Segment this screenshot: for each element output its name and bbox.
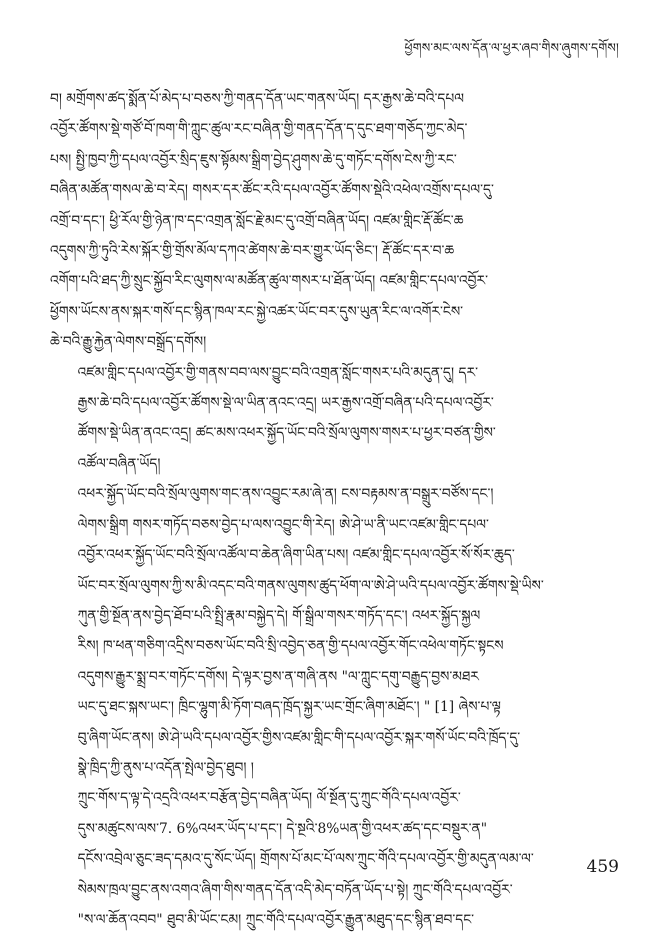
text-line: དངོས་འབྲེལ་ཅུང་ཟད་དམའ་དུ་སོང་ཡོད། གྲོགས་པོ་མང་པོ་ལས་ཀྲུང་གོའི་དཔལ་འབྱོར་གྱི་མདུན་ལམ་ལ་ bbox=[77, 851, 534, 868]
text-line: སྣེ་ཁྲིད་ཀྱི་ནུས་པ་འདོན་སྤེལ་བྱེད་ཐུབ། ། bbox=[77, 759, 254, 776]
text-line: སེམས་ཁྲལ་བྱུང་ནས་འགའ་ཞིག་གིས་གནད་དོན་འདི་མེད་བཏོན་ཡོད་པ་སྟེ། ཀྲུང་གོའི་དཔལ་འབྱོར་ bbox=[77, 881, 513, 898]
text-line: འཕར་སྐྱོད་ཡོང་བའི་སྲོལ་ལུགས་གང་ནས་འབྱུང་རམ་ཞེ་ན། ངས་བརྟམས་ན་བསྒྲུར་བཙོས་དང་། bbox=[77, 486, 494, 503]
text-line: ཚོགས་སྡེ་ཡིན་ནའང་འདྲ། ཚང་མས་འཕར་སྐྱོད་ཡོང་བའི་སྲོལ་ལུགས་གསར་པ་ཕྱར་བཙན་གྱིས་ bbox=[77, 425, 496, 442]
text-line: བཞིན་མཚོན་གསལ་ཆེ་བ་རེད། གསར་དར་ཚོང་རའི་དཔལ་འབྱོར་ཚོགས་སྡེའི་འཕེལ་འགྲོས་དཔལ་དུ་ bbox=[50, 182, 494, 199]
paragraph bbox=[50, 783, 622, 935]
paragraph bbox=[50, 358, 622, 480]
text-line: ཡོང་བར་སྲོལ་ལུགས་ཀྱི་ས་མི་འདང་བའི་གནས་ལུགས་ཚུད་ཕོག་ལ་ཨེ་ཤེ་ཡའི་དཔལ་འབྱོར་ཚོགས་སྡེ་ཡིས་ bbox=[77, 577, 544, 594]
text-line: འཚོལ་བཞིན་ཡོད། bbox=[77, 455, 161, 472]
text-line: དུས་མཚུངས་ལས་7. 6%འཕར་ཡོད་པ་དང་། དེ་སྔའི་8%ཡན་གྱི་འཕར་ཚད་དང་བསྡུར་ན" bbox=[77, 820, 488, 837]
text-line: ཀུན་གྱི་སྔོན་ནས་བྱེད་ཐོབ་པའི་སྤྲི་རྣམ་བསྐྱེད་དེ། གོ་སྒྲིལ་གསར་གཏོད་དང་། འཕར་སྐྱོད་སྐྱལ bbox=[77, 607, 481, 624]
text-line: འདུགས་ཀྱི་ཏུའི་རེས་སྐོར་གྱི་གྲོས་མོལ་དཀའ་ཚེགས་ཆེ་བར་གྱུར་ཡོད་ཅིང་། རྡོ་ཚོང་དར་བ་ཆ bbox=[50, 243, 455, 260]
text-line: ཡང་དུ་ཐང་སྐས་ཡང་། ཁྲིང་ལྷུག་མི་ཏོག་བཞད་ཁྲོད་སྐྱར་ཡང་གྲོང་ཞིག་མཐོང་། " [1] ཞེས་པ་ལྟ bbox=[77, 699, 501, 716]
text-line: ཆེ་བའི་རྒྱུ་རྐྱེན་ལེགས་བསྒྲོད་དགོས། bbox=[50, 334, 207, 351]
text-line: འབྱོར་ཚོགས་སྡེ་གཙོ་བོ་ཁག་གི་ཀླུང་ཚུལ་རང་བཞིན་གྱི་གནད་དོན་ད་དུང་ཐག་གཅོད་ཀྱང་མེད་ bbox=[50, 121, 468, 138]
text-line: པས། སྤྱི་ཁྱབ་ཀྱི་དཔལ་འབྱོར་སྲིད་ཇུས་སྟོམས་སྒྲིག་བྱེད་ཤུགས་ཆེ་དུ་གཏོང་དགོས་ངེས་ཀྱི་རང་ bbox=[50, 151, 457, 168]
body-text bbox=[50, 84, 622, 935]
paragraph bbox=[50, 84, 622, 358]
text-line: བ། མགྲོགས་ཚད་སྨོན་པོ་མེད་པ་བཅས་ཀྱི་གནད་དོན་ཡང་གནས་ཡོད། དར་རྒྱས་ཆེ་བའི་དཔལ bbox=[50, 91, 464, 107]
text-line: འགྲོ་བ་དང་། ཕྱི་རོལ་གྱི་ཉེན་ཁ་དང་འགྲན་སློང་རྗེ་མང་དུ་འགྲོ་བཞིན་ཡོད། འཛམ་གླིང་རྡོ་ཚོང་ཆ bbox=[50, 212, 464, 229]
paragraph bbox=[50, 479, 622, 783]
text-line: ཕྱོགས་ཡོངས་ནས་སྐར་གསོ་དང་སྙིན་ཁལ་རང་སྐྱེ་འཚར་ཡོང་བར་དུས་ཡུན་རིང་ལ་འགོར་ངེས་ bbox=[50, 303, 464, 320]
text-line: བུ་ཞིག་ཡོང་ནས། ཨེ་ཤེ་ཡའི་དཔལ་འབྱོར་གྱིས་འཛམ་གླིང་གི་དཔལ་འབྱོར་སྐར་གསོ་ཡོང་བའི་ཁྲོད་དུ་ bbox=[77, 729, 521, 746]
text-line: འགོག་པའི་ཐད་ཀྱི་སྲུང་སྐྱོབ་རིང་ལུགས་ལ་མཚོན་ཚུལ་གསར་པ་ཐོན་ཡོད། འཛམ་གླིང་དཔལ་འབྱོར་ bbox=[50, 273, 488, 290]
text-line: ཀྲུང་གོས་ད་ལྟ་དེ་འདྲའི་འཕར་བརྩོན་བྱེད་བཞིན་ཡོད། ལོ་སྔོན་དུ་ཀྲུང་གོའི་དཔལ་འབྱོར་ bbox=[77, 790, 461, 807]
text-line: "ས་ལ་ཆོན་འབབ" ཐུབ་མི་ཡོང་ངམ། ཀྲུང་གོའི་དཔལ་འབྱོར་རྒྱུན་མཐུད་དང་སྙིན་ཐབ་དང་ bbox=[77, 911, 475, 928]
text-line: ལེགས་སྒྲིག གསར་གཏོད་བཅས་བྱེད་པ་ལས་འབྱུང་གི་རེད། ཨེ་ཤེ་ཡ་ནི་ཡང་འཛམ་གླིང་དཔལ་ bbox=[77, 516, 489, 533]
text-line: འབྱོར་འཕར་སྐྱོད་ཡོང་བའི་སྲོལ་འཚོལ་བ་ཆེན་ཞིག་ཡིན་པས། འཛམ་གླིང་དཔལ་འབྱོར་སོ་སོར་ཆུད་ bbox=[77, 547, 515, 564]
text-line: འདུགས་རྒྱུར་སྨྲ་བར་གཏོང་དགོས། དེ་ལྟར་བྱས་ན་གཞི་ནས "ལ་ཀླུང་དགུ་བརྒྱུད་བྱས་མཐར bbox=[77, 668, 479, 685]
text-line: རྒྱས་ཆེ་བའི་དཔལ་འབྱོར་ཚོགས་སྡེ་ལ་ཡིན་ནའང་འདྲ། ཡར་རྒྱས་འགྲོ་བཞིན་པའི་དཔལ་འབྱོར་ bbox=[77, 395, 494, 412]
text-line: འཛམ་གླིང་དཔལ་འབྱོར་གྱི་གནས་བབ་ལས་བྱུང་བའི་འགྲན་སློང་གསར་པའི་མདུན་དུ། དར་ bbox=[77, 364, 478, 381]
text-line: རིས། ཁ་ཕན་གཅིག་འདྲིས་བཅས་ཡོང་བའི་སྲི་འབྱེད་ཅན་གྱི་དཔལ་འབྱོར་གོང་འཕེལ་གཏོང་སྟངས bbox=[77, 638, 504, 655]
page-number: 459 bbox=[586, 857, 619, 877]
running-header: ཕྱོགས་མང་ལས་དོན་ལ་ཕྱར་ཞབ་གིས་ཞུགས་དགོས། bbox=[404, 40, 619, 55]
